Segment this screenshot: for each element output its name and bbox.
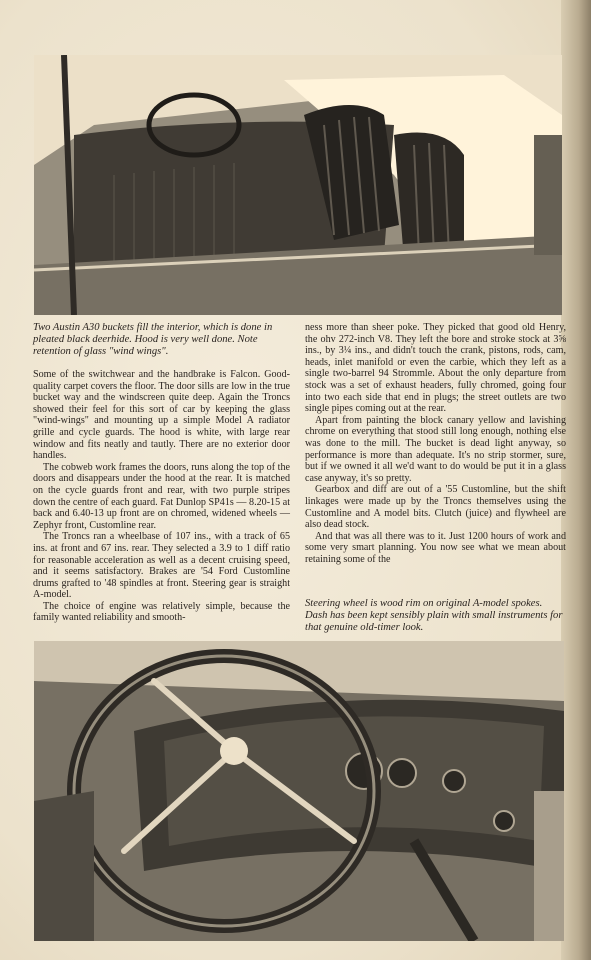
- paragraph: Gearbox and diff are out of a '55 Customline, but the shift linkages were made up by the Troncs themselves using the Customline and A model bits. Clutch (juice) and flywheel are also dead stock.: [305, 484, 566, 531]
- paragraph: ness more than sheer poke. They picked that good old Henry, the ohv 272-inch V8. They left the bore and stroke stock at 3⅝ ins., by 3¼ ins., and didn't touch the crank, pistons, rods, cam, heads, inlet manifold or even the carbie, which they left as a single two-barrel 94 Strommle. About the only departure from stock was a set of exhaust headers, fully chromed, going four into two each side that end in plugs; the street outlets are two single pipes coming out at the rear.: [305, 322, 566, 415]
- dashboard-photo: [34, 641, 564, 941]
- paragraph: The Troncs ran a wheelbase of 107 ins., with a track of 65 ins. at front and 67 ins. rear. They selected a 3.9 to 1 diff ratio for reasonable acceleration as well as a decent cruising speed, and it seems satisfactory. Brakes are '54 Ford Customline drums grafted to '48 spindles at front. Steering gear is straight A-model.: [33, 531, 290, 601]
- article-column-left: [33, 369, 290, 624]
- caption-dashboard: Steering wheel is wood rim on original A-model spokes. Dash has been kept sensibly plain with small instruments for that genuine old-timer look.: [305, 598, 563, 633]
- paragraph: The choice of engine was relatively simple, because the family wanted reliability and smooth-: [33, 600, 290, 624]
- interior-illustration: [34, 55, 562, 315]
- paragraph: Some of the switchwear and the handbrake is Falcon. Good-quality carpet covers the floor. The door sills are low in the true bucket way and the windscreen quite deep. Again the Troncs showed their feel for this sort of car by keeping the glass "wind-wings" and mounting up a simple Model A radiator grille and cycle guards. The hood is white, with large rear window and fits neatly and tautly. There are no exterior door handles.: [33, 369, 290, 462]
- article-column-right: [305, 322, 566, 565]
- interior-photo: [34, 55, 562, 315]
- dashboard-illustration: [34, 641, 564, 941]
- paragraph: And that was all there was to it. Just 1200 hours of work and some very smart planning. You now see what we mean about retaining some of the: [305, 530, 566, 565]
- paragraph: The cobweb work frames the doors, runs along the top of the doors and disappears under the hood at the rear. It is matched on the cycle guards front and rear, with two purple stripes down the centre of each guard. Fat Dunlop SP41s — 8.20-15 at back and 6.40-13 up front are on chromed, widened wheels — Zephyr front, Customline rear.: [33, 461, 290, 531]
- paragraph: Apart from painting the block canary yellow and lavishing chrome on everything that stood still long enough, nothing else was done to the mill. The bucket is dead light anyway, so performance is more than adequate. It's no strip stormer, sure, but if we owned it all we'd want to do would be put it in a glass case anyway, it's so pretty.: [305, 414, 566, 484]
- caption-interior: Two Austin A30 buckets fill the interior, which is done in pleated black deerhide. Hood is very well done. Note retention of glass "wind wings".: [33, 322, 273, 357]
